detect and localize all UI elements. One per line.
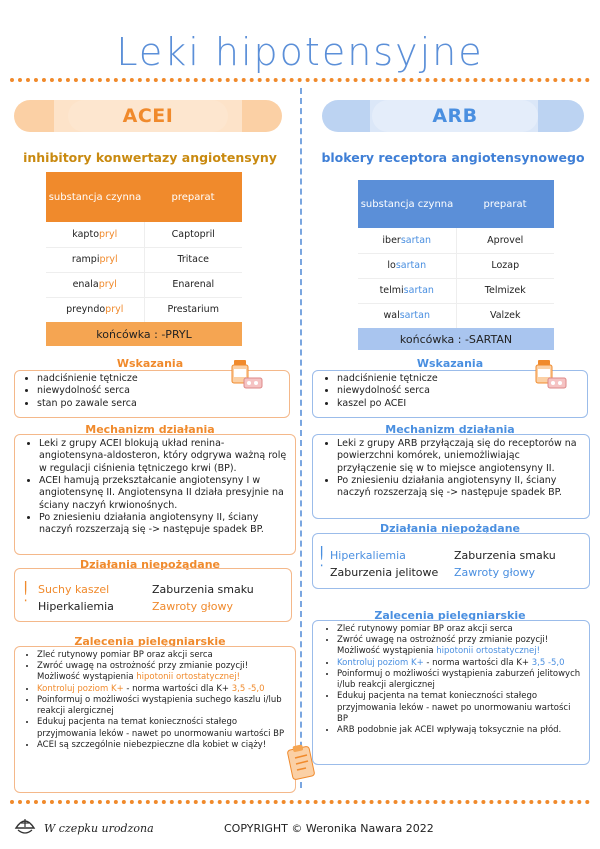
list-item: • ACEI są szczególnie niebezpieczne dla kobiet w ciąży! <box>37 740 287 751</box>
list-item: • Po zniesieniu działania angiotensyny II, ściany naczyń rozszerzają się -> następuje spadek BP. <box>337 475 581 500</box>
table-row <box>46 272 242 297</box>
column-divider <box>300 88 302 788</box>
arb-subtitle: blokery receptora angiotensynowego <box>321 150 585 165</box>
table-row <box>46 297 242 322</box>
list-item: • Poinformuj o możliwości wystąpienia zaburzeń jelitowych i/lub reakcji alergicznej <box>337 669 581 691</box>
substance-stem: rampi <box>71 254 100 265</box>
footer-copyright: COPYRIGHT © Weronika Nawara 2022 <box>224 822 434 835</box>
adverse-item: Hiperkaliemia <box>330 549 406 562</box>
acei-mechanism-title: Mechanizm działania <box>85 423 215 436</box>
list-item-highlight: hipotonii ortostatycznej! <box>136 672 241 683</box>
arb-nursing-box <box>312 620 590 765</box>
substance-suffix: pryl <box>99 228 118 240</box>
list-item-highlight: 3,5 -5,0 <box>531 657 565 668</box>
substance-stem: enala <box>72 279 99 290</box>
list-item: • nadciśnienie tętnicze <box>337 373 587 385</box>
product-name: Captopril <box>144 222 242 247</box>
acei-head-product: preparat <box>171 191 215 203</box>
table-row <box>358 278 554 303</box>
table-row <box>358 303 554 328</box>
list-item: • nadciśnienie tętnicze <box>37 373 289 385</box>
adverse-item: Zaburzenia smaku <box>152 583 254 596</box>
table-row <box>358 228 554 253</box>
product-name: Lozap <box>456 253 554 278</box>
list-item: • Edukuj pacjenta na temat konieczności stałego przyjmowania leków - nawet po unormowaniu wartości BP <box>37 717 287 739</box>
list-item-text: - norma wartości dla K+ <box>123 683 232 694</box>
substance-suffix: sartan <box>403 285 434 296</box>
list-item-highlight: Kontroluj poziom K+ <box>337 657 424 668</box>
substance-suffix: sartan <box>399 310 430 322</box>
adverse-item: Zaburzenia smaku <box>454 549 556 562</box>
list-item <box>337 635 581 657</box>
list-item: • niewydolność serca <box>37 385 289 397</box>
substance-suffix: sartan <box>395 260 427 271</box>
arb-nursing-title: Zalecenia pielęgniarskie <box>374 609 526 622</box>
list-item: • Zleć rutynowy pomiar BP oraz akcji serca <box>337 624 581 635</box>
list-item <box>37 661 287 683</box>
product-name: Valzek <box>489 310 521 322</box>
table-row <box>46 222 242 247</box>
adverse-item: Zaburzenia jelitowe <box>330 566 439 579</box>
table-row <box>46 247 242 272</box>
acei-mechanism-box <box>14 434 296 555</box>
arb-mechanism-title: Mechanizm działania <box>385 423 515 436</box>
list-item-highlight: hipotonii ortostatycznej! <box>436 646 541 657</box>
list-item: • ACEI hamują przekształcanie angiotensyny I w angiotensynę II. Angiotensyna II działa presyjnie na ściany naczyń krwionośnych. <box>39 475 287 512</box>
exclamation-icon: ! <box>20 575 32 608</box>
list-item: • ARB podobnie jak ACEI wpływają toksycznie na płód. <box>337 725 581 736</box>
list-item: • Leki z grupy ARB przyłączają się do receptorów na powierzchni komórek, uniemożliwiając przyłączenie się w to miejsce angiotensyny II. <box>337 438 581 475</box>
substance-suffix: pryl <box>98 279 117 290</box>
adverse-item: Hiperkaliemia <box>38 600 114 613</box>
substance-stem: kapto <box>72 228 100 240</box>
exclamation-icon: ! <box>316 540 328 573</box>
adverse-item: Suchy kaszel <box>38 583 110 596</box>
substance-stem: iber <box>382 234 401 246</box>
arb-adverse-title: Działania niepożądane <box>380 522 520 535</box>
product-name: Prestarium <box>167 304 219 316</box>
arb-badge-label: ARB <box>432 105 478 127</box>
acei-indications-title: Wskazania <box>116 357 184 370</box>
substance-stem: wal <box>383 310 400 322</box>
product-name: Tritace <box>144 247 242 272</box>
arb-ending: końcówka : -SARTAN <box>399 332 513 346</box>
list-item: • kaszel po ACEI <box>337 398 587 410</box>
acei-badge-label: ACEI <box>122 105 174 127</box>
list-item: • Zleć rutynowy pomiar BP oraz akcji serca <box>37 650 287 661</box>
list-item: • niewydolność serca <box>337 385 587 397</box>
substance-suffix: pryl <box>105 304 124 316</box>
adverse-item: Zawroty głowy <box>152 600 233 613</box>
product-name: Telmizek <box>456 278 554 303</box>
list-item: • Poinformuj o możliwości wystąpienia suchego kaszlu i/lub reakcji alergicznej <box>37 695 287 717</box>
acei-head-substance: substancja czynna <box>48 191 142 203</box>
substance-stem: telmi <box>379 285 404 296</box>
list-item-highlight: 3,5 -5,0 <box>231 683 265 694</box>
substance-stem: preyndo <box>66 304 106 316</box>
list-item-text: Zwróć uwagę na ostrożność przy zmianie pozycji! Możliwość wystąpienia <box>37 661 249 683</box>
list-item-highlight: Kontroluj poziom K+ <box>37 683 124 694</box>
footer-brand: W czepku urodzona <box>44 822 154 835</box>
list-item-text: - norma wartości dla K+ <box>423 657 532 668</box>
arb-indications-title: Wskazania <box>416 357 484 370</box>
top-dotted-rule <box>10 78 590 82</box>
pills-bottle-icon <box>228 356 266 394</box>
substance-stem: lo <box>387 260 396 271</box>
acei-adverse-title: Działania niepożądane <box>80 558 220 571</box>
arb-table <box>358 180 554 350</box>
product-name: Enarenal <box>144 272 242 297</box>
list-item: • Edukuj pacjenta na temat konieczności stałego przyjmowania leków - nawet po unormowaniu wartości BP <box>337 691 581 725</box>
list-item <box>337 658 581 669</box>
acei-nursing-box <box>14 646 296 793</box>
nurse-cap-logo-icon <box>12 812 38 838</box>
list-item: • Po zniesieniu działania angiotensyny II, ściany naczyń rozszerzają się -> następuje spadek BP. <box>39 512 287 537</box>
substance-suffix: pryl <box>99 254 118 265</box>
list-item <box>37 684 287 695</box>
acei-nursing-title: Zalecenia pielęgniarskie <box>74 635 226 648</box>
list-item-text: Zwróć uwagę na ostrożność przy zmianie pozycji! Możliwość wystąpienia <box>337 635 549 657</box>
substance-suffix: sartan <box>400 234 432 246</box>
page-title: Leki hipotensyjne <box>116 30 484 74</box>
bottom-dotted-rule <box>10 800 590 804</box>
list-item: • stan po zawale serca <box>37 398 289 410</box>
adverse-item: Zawroty głowy <box>454 566 535 579</box>
table-row <box>358 253 554 278</box>
product-name: Aprovel <box>456 228 554 253</box>
arb-head-substance: substancja czynna <box>360 198 454 210</box>
arb-mechanism-box <box>312 434 590 519</box>
pills-bottle-icon <box>532 356 570 394</box>
list-item: • Leki z grupy ACEI blokują układ renina-angiotensyna-aldosteron, który odgrywa ważną rolę w regulacji ciśnienia tętniczego krwi (BP). <box>39 438 287 475</box>
arb-head-product: preparat <box>483 198 527 210</box>
acei-subtitle: inhibitory konwertazy angiotensyny <box>23 150 277 165</box>
acei-ending: końcówka : -PRYL <box>96 327 192 341</box>
acei-table <box>46 172 242 346</box>
